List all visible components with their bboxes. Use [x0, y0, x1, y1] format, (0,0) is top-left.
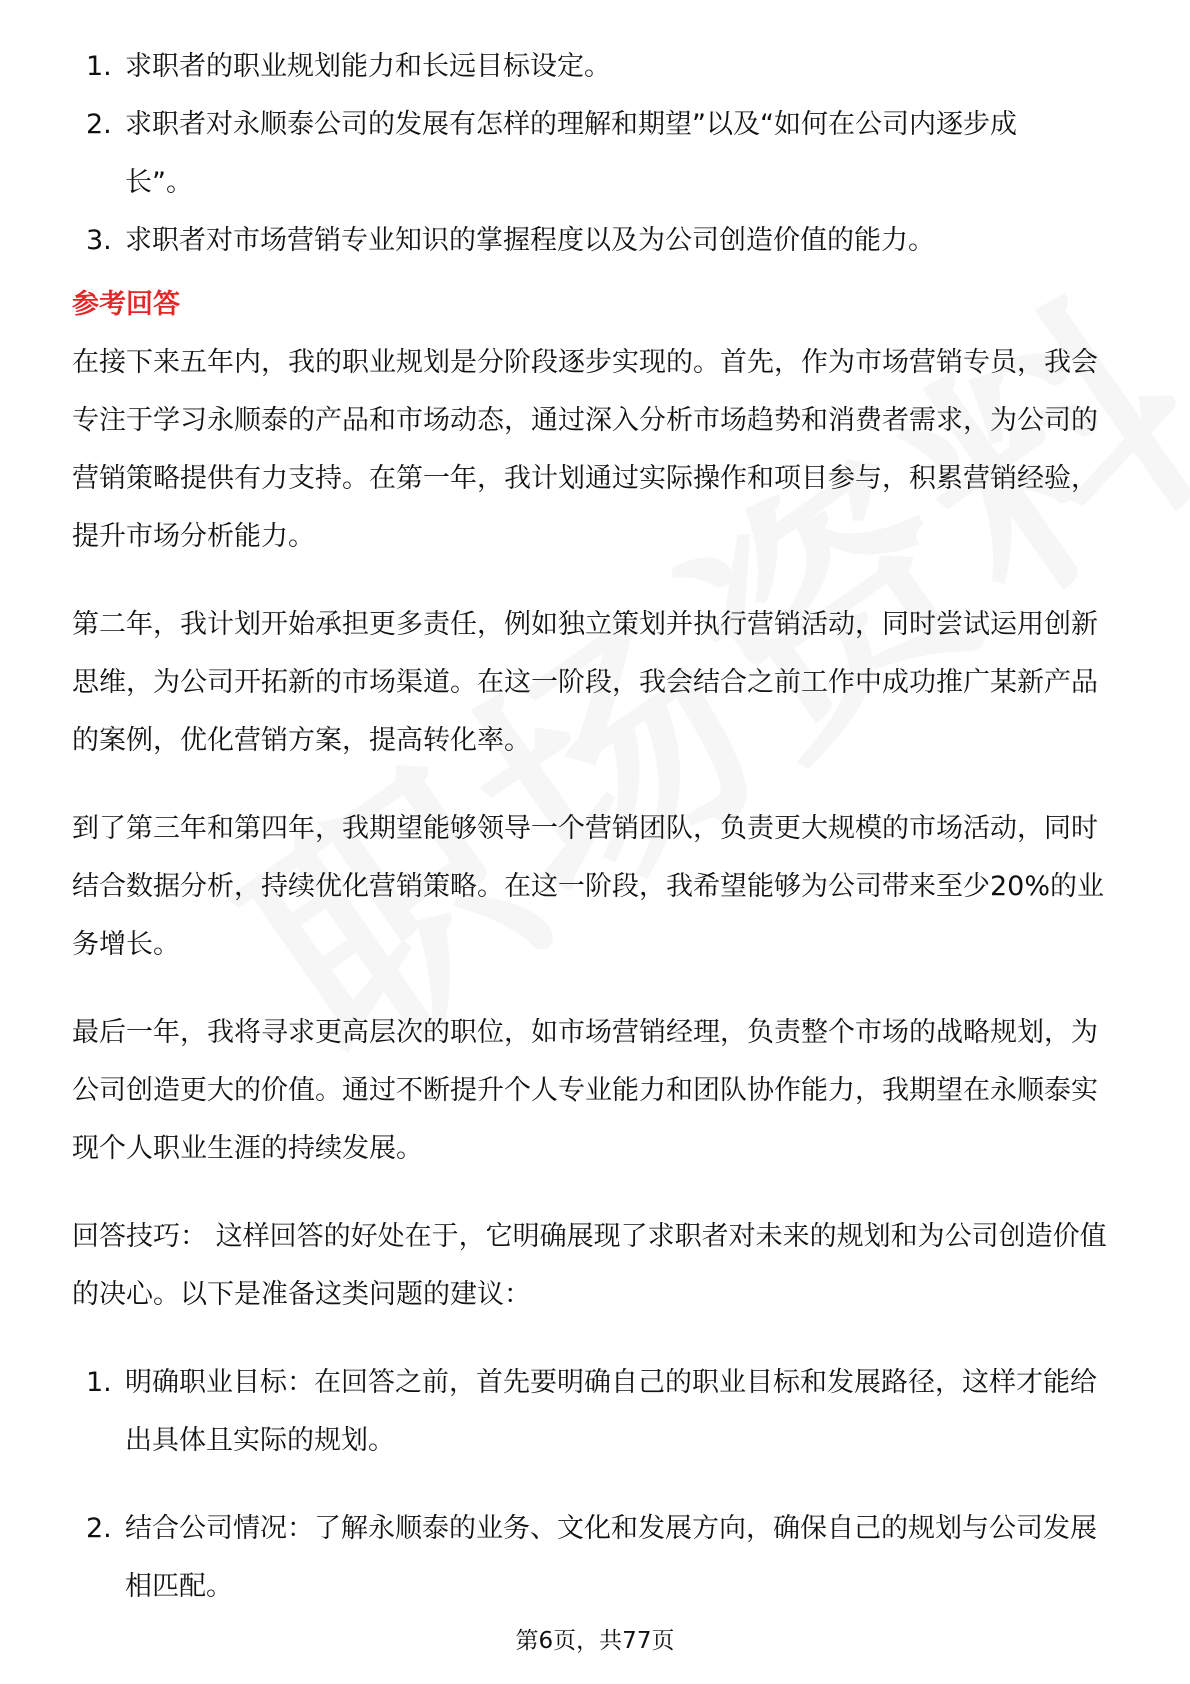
- list-item-text: 结合公司情况：了解永顺泰的业务、文化和发展方向，确保自己的规划与公司发展相匹配。: [125, 1513, 1097, 1602]
- section-heading: 参考回答: [72, 289, 180, 320]
- paragraph: 第二年，我计划开始承担更多责任，例如独立策划并执行营销活动，同时尝试运用创新思维，为公司开拓新的市场渠道。在这一阶段，我会结合之前工作中成功推广某新产品的案例，优化营销方案，提高转化率。: [72, 609, 1098, 756]
- question-points-list: [72, 38, 1122, 270]
- page-footer: 第6页，共77页: [515, 1628, 675, 1654]
- paragraph: 到了第三年和第四年，我期望能够领导一个营销团队，负责更大规模的市场活动，同时结合数据分析，持续优化营销策略。在这一阶段，我希望能够为公司带来至少20%的业务增长。: [72, 813, 1105, 960]
- list-item: [72, 1500, 1122, 1616]
- tips-list: [72, 1354, 1122, 1616]
- list-number: 1.: [86, 51, 112, 82]
- paragraph: 最后一年，我将寻求更高层次的职位，如市场营销经理，负责整个市场的战略规划，为公司创造更大的价值。通过不断提升个人专业能力和团队协作能力，我期望在永顺泰实现个人职业生涯的持续发展。: [72, 1017, 1098, 1164]
- list-number: 3.: [86, 225, 112, 256]
- paragraph: 回答技巧： 这样回答的好处在于，它明确展现了求职者对未来的规划和为公司创造价值的决心。以下是准备这类问题的建议：: [72, 1221, 1107, 1310]
- list-number: 1.: [86, 1367, 112, 1398]
- list-number: 2.: [86, 109, 112, 140]
- list-item-text: 明确职业目标：在回答之前，首先要明确自己的职业目标和发展路径，这样才能给出具体且实际的规划。: [125, 1367, 1097, 1456]
- page-content: [72, 38, 1122, 1616]
- paragraph: 在接下来五年内，我的职业规划是分阶段逐步实现的。首先，作为市场营销专员，我会专注于学习永顺泰的产品和市场动态，通过深入分析市场趋势和消费者需求，为公司的营销策略提供有力支持。在第一年，我计划通过实际操作和项目参与，积累营销经验，提升市场分析能力。: [72, 347, 1098, 552]
- list-item-text: 求职者对市场营销专业知识的掌握程度以及为公司创造价值的能力。: [125, 225, 935, 256]
- list-item: [72, 96, 1047, 212]
- list-item: [72, 212, 1122, 270]
- list-item: [72, 1354, 1122, 1470]
- list-number: 2.: [86, 1513, 112, 1544]
- list-item-text: 求职者的职业规划能力和长远目标设定。: [125, 51, 611, 82]
- list-item: [72, 38, 1122, 96]
- list-item-text: 求职者对永顺泰公司的发展有怎样的理解和期望”以及“如何在公司内逐步成长”。: [125, 109, 1017, 198]
